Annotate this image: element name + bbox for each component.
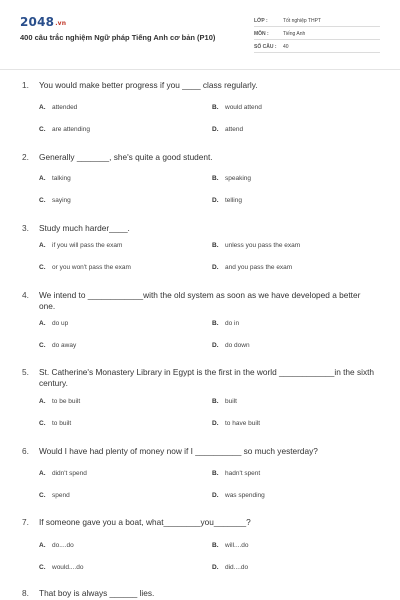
option-letter: A. (39, 470, 46, 477)
document-header (0, 0, 400, 70)
option-text: would....do (52, 564, 84, 571)
question-stem (22, 367, 378, 389)
option-letter: A. (39, 104, 46, 111)
option-letter: A. (39, 398, 46, 405)
option-text: would attend (225, 104, 262, 111)
meta-row-subject (254, 28, 380, 40)
option-letter: C. (39, 126, 46, 133)
site-logo[interactable] (20, 15, 66, 29)
option-text: to be built (52, 398, 81, 405)
meta-key: SỐ CÂU : (254, 44, 277, 50)
option-text: saying (52, 197, 71, 204)
option-b[interactable] (212, 175, 251, 182)
meta-row-class (254, 15, 380, 27)
option-c[interactable] (39, 420, 71, 427)
option-c[interactable] (39, 564, 83, 571)
option-b[interactable] (212, 242, 300, 249)
option-d[interactable] (212, 492, 265, 499)
option-letter: A. (39, 242, 46, 249)
option-text: to have built (225, 420, 261, 427)
option-a[interactable] (39, 242, 122, 249)
option-text: attended (52, 104, 78, 111)
option-b[interactable] (212, 320, 239, 327)
question-2 (22, 152, 378, 163)
question-number: 8. (22, 588, 29, 598)
option-text: do down (225, 342, 250, 349)
option-text: spend (52, 492, 70, 499)
option-letter: C. (39, 264, 46, 271)
option-letter: B. (212, 542, 219, 549)
option-letter: C. (39, 564, 46, 571)
question-stem (22, 446, 378, 457)
option-d[interactable] (212, 342, 250, 349)
question-stem (22, 80, 378, 91)
option-letter: B. (212, 320, 219, 327)
question-6 (22, 446, 378, 457)
option-a[interactable] (39, 542, 74, 549)
question-text: St. Catherine's Monastery Library in Egypt is the first in the world ____________in the sixth century. (39, 367, 375, 388)
option-a[interactable] (39, 320, 68, 327)
option-text: and you pass the exam (225, 264, 293, 271)
option-text: telling (225, 197, 242, 204)
question-number: 6. (22, 446, 29, 456)
option-a[interactable] (39, 175, 71, 182)
option-d[interactable] (212, 197, 242, 204)
meta-key: LỚP : (254, 18, 268, 24)
question-number: 2. (22, 152, 29, 162)
question-7 (22, 517, 378, 528)
option-b[interactable] (212, 104, 262, 111)
meta-value: 40 (283, 44, 289, 50)
option-letter: C. (39, 342, 46, 349)
document-title: 400 câu trắc nghiệm Ngữ pháp Tiếng Anh cơ bản (P10) (20, 33, 216, 42)
logo-suffix: .vn (55, 20, 67, 27)
question-number: 7. (22, 517, 29, 527)
option-text: was spending (225, 492, 265, 499)
option-letter: B. (212, 470, 219, 477)
question-text: That boy is always ______ lies. (39, 588, 155, 598)
option-text: are attending (52, 126, 90, 133)
question-3 (22, 223, 378, 234)
option-text: built (225, 398, 237, 405)
option-text: didn't spend (52, 470, 87, 477)
option-text: hadn't spent (225, 470, 261, 477)
question-text: Generally _______, she's quite a good student. (39, 152, 213, 162)
option-letter: C. (39, 420, 46, 427)
option-d[interactable] (212, 126, 243, 133)
question-stem (22, 223, 378, 234)
option-b[interactable] (212, 470, 260, 477)
meta-key: MÔN : (254, 31, 269, 37)
question-text: You would make better progress if you ____ class regularly. (39, 80, 258, 90)
question-text: Would I have had plenty of money now if I __________ so much yesterday? (39, 446, 318, 456)
option-d[interactable] (212, 564, 248, 571)
option-c[interactable] (39, 492, 70, 499)
question-stem (22, 588, 378, 599)
logo-text: 2048 (20, 15, 55, 29)
option-text: do....do (52, 542, 74, 549)
meta-value: Tiếng Anh (283, 31, 306, 37)
option-text: do up (52, 320, 69, 327)
option-letter: A. (39, 542, 46, 549)
option-letter: B. (212, 398, 219, 405)
option-text: if you will pass the exam (52, 242, 123, 249)
option-text: speaking (225, 175, 252, 182)
option-letter: D. (212, 126, 219, 133)
option-text: attend (225, 126, 244, 133)
option-c[interactable] (39, 342, 76, 349)
question-stem (22, 517, 378, 528)
option-letter: B. (212, 242, 219, 249)
question-text: Study much harder____. (39, 223, 130, 233)
option-text: do away (52, 342, 77, 349)
option-letter: B. (212, 175, 219, 182)
question-5 (22, 367, 378, 389)
question-text: If someone gave you a boat, what________you_______? (39, 517, 251, 527)
option-text: to built (52, 420, 72, 427)
meta-value: Tốt nghiệp THPT (283, 18, 321, 24)
question-stem (22, 290, 378, 312)
question-stem (22, 152, 378, 163)
question-number: 1. (22, 80, 29, 90)
option-c[interactable] (39, 126, 90, 133)
option-letter: D. (212, 342, 219, 349)
question-1 (22, 80, 378, 91)
option-letter: D. (212, 264, 219, 271)
meta-row-count (254, 41, 380, 53)
option-a[interactable] (39, 398, 80, 405)
option-text: do in (225, 320, 240, 327)
option-letter: A. (39, 320, 46, 327)
option-letter: D. (212, 197, 219, 204)
option-c[interactable] (39, 197, 71, 204)
option-text: unless you pass the exam (225, 242, 301, 249)
question-text: We intend to ____________with the old system as soon as we have developed a better one. (39, 290, 361, 311)
question-8 (22, 588, 378, 599)
option-b[interactable] (212, 542, 248, 549)
option-text: did....do (225, 564, 249, 571)
option-text: talking (52, 175, 71, 182)
option-letter: C. (39, 492, 46, 499)
option-text: will....do (225, 542, 249, 549)
option-letter: D. (212, 564, 219, 571)
option-b[interactable] (212, 398, 237, 405)
question-number: 3. (22, 223, 29, 233)
option-d[interactable] (212, 264, 292, 271)
option-letter: D. (212, 420, 219, 427)
option-letter: D. (212, 492, 219, 499)
option-d[interactable] (212, 420, 260, 427)
question-number: 4. (22, 290, 29, 300)
option-a[interactable] (39, 104, 77, 111)
option-text: or you won't pass the exam (52, 264, 131, 271)
option-a[interactable] (39, 470, 87, 477)
question-4 (22, 290, 378, 312)
option-c[interactable] (39, 264, 131, 271)
option-letter: A. (39, 175, 46, 182)
option-letter: C. (39, 197, 46, 204)
option-letter: B. (212, 104, 219, 111)
question-number: 5. (22, 367, 29, 377)
